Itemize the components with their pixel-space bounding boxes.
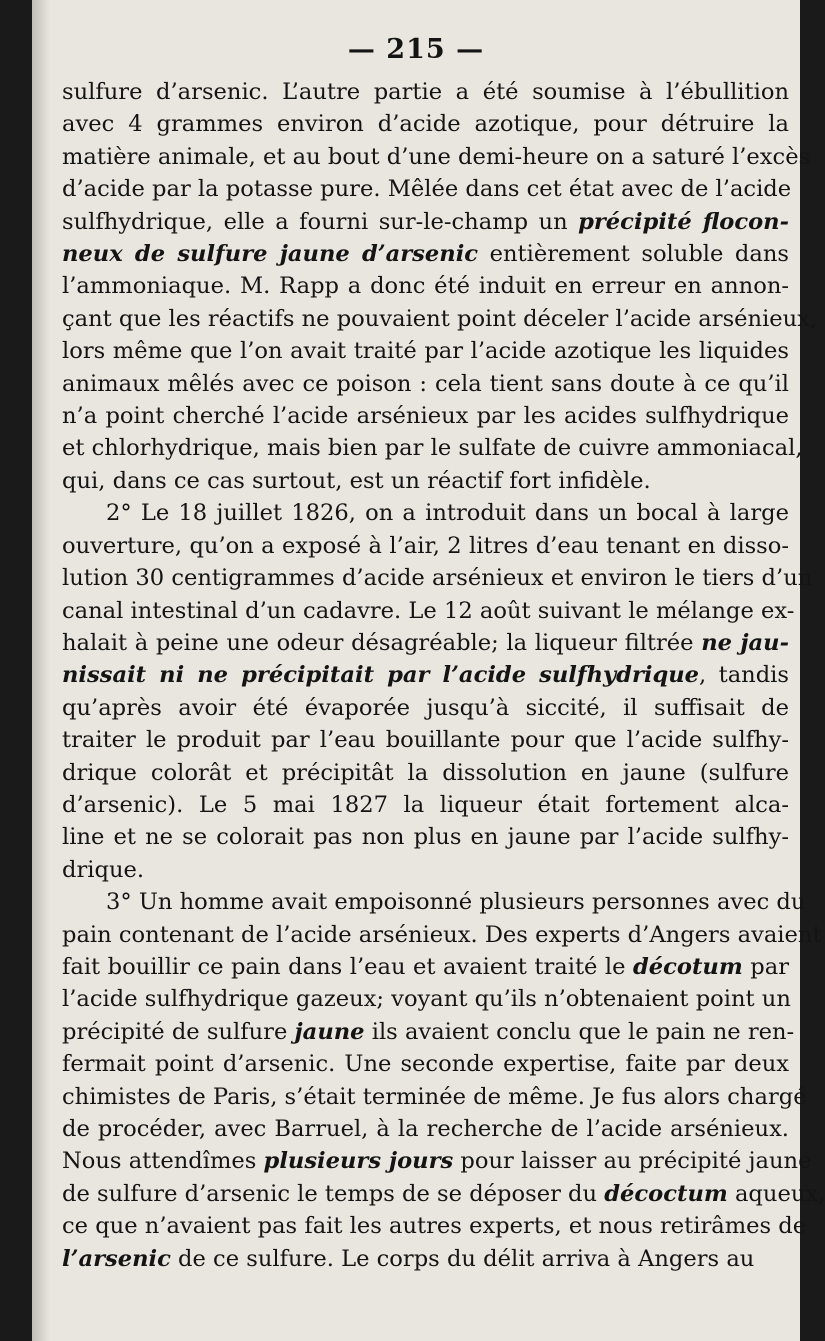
text-segment: d’arsenic). Le 5 mai 1827 la liqueur était fortement alca- [62,791,789,818]
text-line [62,206,789,238]
text-line [62,530,789,562]
text-segment: de ce sulfure. Le corps du délit arriva à Angers au [170,1245,755,1272]
text-line [62,1243,789,1275]
text-segment: sulfure d’arsenic. L’autre partie a été soumise à l’ébullition [62,79,789,105]
text-line [62,951,789,983]
text-line [62,1048,789,1080]
text-line [62,173,792,205]
text-segment: ce que n’avaient pas fait les autres experts, et nous retirâmes de [62,1213,807,1240]
text-segment: 3° Un homme avait empoisonné plusieurs personnes avec du [106,889,806,916]
text-segment: traiter le produit par l’eau bouillante pour que l’acide sulfhy- [62,727,789,754]
text-line [62,562,813,594]
text-line [62,627,789,659]
text-segment: entièrement soluble dans [478,241,790,268]
text-line [62,141,811,173]
text-line [62,368,789,400]
text-line [62,1016,795,1048]
italic-segment: plusieurs jours [263,1148,454,1175]
italic-segment: l’arsenic [62,1245,171,1272]
book-page [32,0,825,1341]
text-line [62,270,789,302]
text-segment: précipité de sulfure [62,1018,295,1045]
italic-segment: décoctum [604,1180,728,1207]
italic-segment: ne jau- [701,629,789,656]
text-line [62,1081,807,1113]
text-segment: pain contenant de l’acide arsénieux. Des experts d’Angers avaient [62,921,822,948]
text-line [62,886,806,918]
text-segment: çant que les réactifs ne pouvaient point déceler l’acide arsénieux, [62,305,818,332]
italic-segment: précipité flocon- [578,208,789,235]
text-segment: fait bouillir ce pain dans l’eau et avaient traité le [62,953,633,980]
text-line [62,335,789,367]
text-segment: drique. [62,856,145,883]
text-line [62,303,818,335]
italic-segment: neux de sulfure jaune d’arsenic [62,241,479,268]
text-segment: d’acide par la potasse pure. Mêlée dans cet état avec de l’acide [62,176,792,203]
text-line [62,1178,825,1210]
text-line [62,595,795,627]
text-line [62,659,789,691]
text-line [62,76,789,108]
text-line [62,465,789,497]
text-segment: lution 30 centigrammes d’acide arsénieux et environ le tiers d’un [62,565,813,592]
text-line [62,1113,789,1145]
text-line [62,238,789,270]
text-line [62,724,789,756]
text-segment: sulfhydrique, elle a fourni sur-le-champ un [62,208,579,235]
text-line [62,497,789,529]
italic-segment: nissait ni ne précipitait par l’acide sulfhydrique [62,662,700,689]
text-segment: , tandis [699,662,789,689]
text-segment: qui, dans ce cas surtout, est un réactif fort infidèle. [62,467,651,494]
paragraph [62,76,818,497]
text-segment: chimistes de Paris, s’était terminée de même. Je fus alors chargé [62,1083,807,1110]
text-line [62,789,789,821]
text-segment: pour laisser au précipité jaune [453,1148,812,1175]
paragraph [62,886,825,1275]
text-line [62,1145,812,1177]
text-segment: avec 4 grammes environ d’acide azotique, pour détruire la [62,111,789,138]
text-segment: aqueux, [727,1180,825,1207]
text-line [62,821,789,853]
page-gutter-shadow [32,0,50,1341]
text-line [62,854,789,886]
text-line [62,919,822,951]
text-segment: drique colorât et précipitât la dissolution en jaune (sulfure [62,759,789,786]
text-segment: lors même que l’on avait traité par l’acide azotique les liquides [62,338,789,365]
text-segment: qu’après avoir été évaporée jusqu’à siccité, il suffisait de [62,694,789,721]
text-segment: fermait point d’arsenic. Une seconde expertise, faite par deux [62,1051,789,1078]
text-line [62,108,789,140]
text-line [62,432,803,464]
text-segment: halait à peine une odeur désagréable; la liqueur filtrée [62,629,702,656]
text-segment: line et ne se colorait pas non plus en jaune par l’acide sulfhy- [62,824,789,851]
text-segment: n’a point cherché l’acide arsénieux par les acides sulfhydrique [62,403,789,430]
text-segment: l’acide sulfhydrique gazeux; voyant qu’ils n’obtenaient point un [62,986,791,1013]
text-segment: 2° Le 18 juillet 1826, on a introduit dans un bocal à large [106,500,789,527]
text-segment: l’ammoniaque. M. Rapp a donc été induit en erreur en annon- [62,273,789,300]
text-segment: et chlorhydrique, mais bien par le sulfate de cuivre ammoniacal, [62,435,803,462]
text-segment: de sulfure d’arsenic le temps de se déposer du [62,1180,605,1207]
text-segment: Nous attendîmes [62,1148,264,1175]
text-segment: matière animale, et au bout d’une demi-heure on a saturé l’excès [62,143,811,170]
text-line [62,757,789,789]
text-segment: animaux mêlés avec ce poison : cela tient sans doute à ce qu’il [62,370,789,397]
italic-segment: jaune [294,1018,365,1045]
text-line [62,692,789,724]
text-segment: ils avaient conclu que le pain ne ren- [364,1018,795,1045]
text-segment: ouverture, qu’on a exposé à l’air, 2 litres d’eau tenant en disso- [62,532,789,559]
text-line [62,983,789,1015]
page-number-header: — 215 — [347,34,485,65]
body-text [62,76,825,1275]
text-segment: de procéder, avec Barruel, à la recherche de l’acide arsénieux. [62,1116,789,1142]
text-line [62,1210,807,1242]
text-segment: canal intestinal d’un cadavre. Le 12 août suivant le mélange ex- [62,597,795,624]
text-line [62,400,789,432]
italic-segment: décotum [632,953,743,980]
text-segment: par [742,953,789,980]
paragraph [62,497,813,886]
